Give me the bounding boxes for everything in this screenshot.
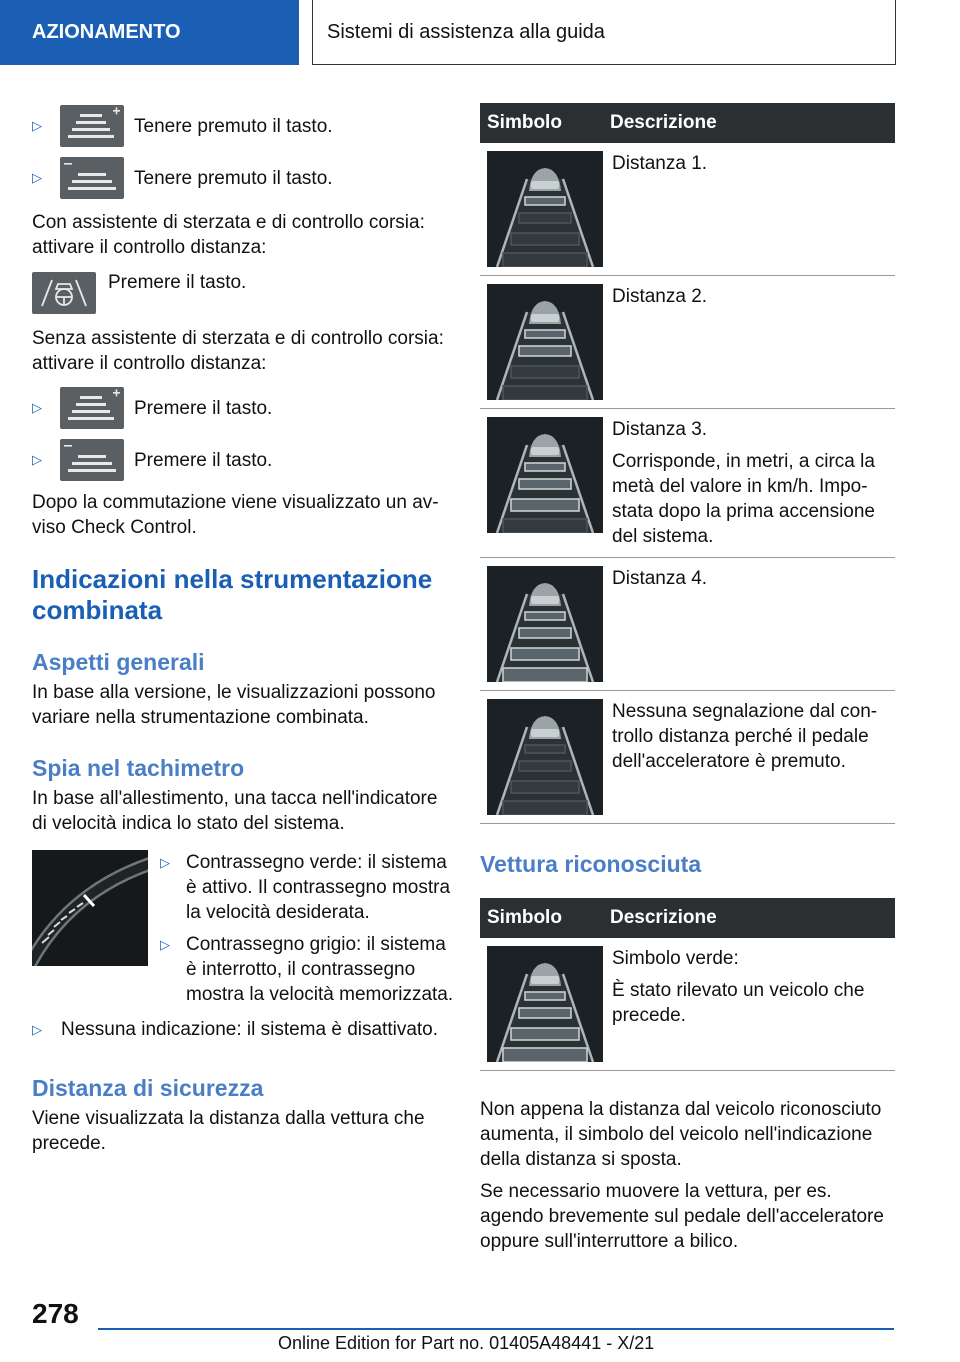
- speedometer-block: [32, 850, 454, 1007]
- list-item-text: Contrassegno grigio: il sistema è interrotto, il contrassegno mostra la velocità memorizzata.: [186, 934, 454, 1005]
- description-text: Distanza 4.: [612, 568, 708, 589]
- paragraph-with-assistant: Con assistente di sterzata e di controllo corsia: attivare il controllo distanza:: [32, 212, 425, 258]
- symbol-cell: [480, 558, 603, 691]
- lane-symbol-image: [487, 417, 603, 533]
- list-item-text: Contrassegno verde: il sistema è attivo. Il contrassegno mostra la velocità desiderata.: [186, 852, 451, 923]
- lane-symbol-image: [487, 566, 603, 682]
- table-row: [480, 691, 895, 824]
- description-text: Distanza 1.: [612, 153, 708, 174]
- step-text: Premere il tasto.: [108, 272, 247, 293]
- chapter-header: [312, 0, 896, 65]
- heading-vehicle-detected: Vettura riconosciuta: [480, 851, 702, 877]
- column-header-symbol: Simbolo: [480, 103, 603, 143]
- triangle-bullet-icon: ▷: [32, 452, 42, 467]
- paragraph-move-vehicle: Se necessario muovere la vettura, per es. agendo brevemente sul pedale dell'acceleratore oppure sull'interruttore a bilico.: [480, 1181, 884, 1252]
- symbol-cell: [480, 409, 603, 558]
- distance-lane-symbol: [487, 417, 603, 533]
- section-tab: [0, 0, 299, 65]
- section-heading: Indicazioni nella strumentazione combinata: [32, 564, 433, 625]
- lane-symbol-image: [487, 946, 603, 1062]
- distance-lane-symbol: [487, 699, 603, 815]
- distance-decrease-key-icon: [60, 439, 124, 481]
- paragraph-without-assistant: Senza assistente di sterzata e di controllo corsia: attivare il controllo distanza:: [32, 328, 444, 374]
- description-text: Nessuna segnalazione dal controllo distanza perché il pedale dell'acceleratore è premuto.: [612, 701, 878, 772]
- description-cell: [603, 143, 895, 276]
- right-column: [480, 103, 895, 1254]
- steering-assistant-key-icon: [32, 272, 96, 314]
- vehicle-table-body: [480, 938, 895, 1071]
- distance-increase-key-icon: [60, 105, 124, 147]
- triangle-bullet-icon: ▷: [32, 1022, 42, 1037]
- triangle-bullet-icon: ▷: [160, 937, 170, 952]
- paragraph-speedometer: In base all'allestimento, una tacca nell'indicatore di velocità indica lo stato del sistema.: [32, 788, 438, 834]
- footer-divider: [98, 1328, 894, 1330]
- table-header-row: [480, 898, 895, 938]
- edition-note: Online Edition for Part no. 01405A48441 - X/21: [278, 1333, 655, 1353]
- symbol-cell: [480, 691, 603, 824]
- triangle-bullet-icon: ▷: [32, 118, 42, 133]
- table-row: [480, 276, 895, 409]
- symbol-cell: [480, 143, 603, 276]
- table-row: [480, 409, 895, 558]
- description-cell: [603, 558, 895, 691]
- step-decrease-distance-2: [32, 434, 450, 486]
- page-number: 278: [32, 1298, 79, 1329]
- list-item: [32, 1017, 450, 1042]
- description-cell: [603, 691, 895, 824]
- left-column: [32, 100, 454, 1156]
- paragraph-general: In base alla versione, le visualizzazioni possono variare nella strumentazione combinata.: [32, 682, 436, 728]
- paragraph-after-switch: Dopo la commutazione viene visualizzato un avviso Check Control.: [32, 492, 439, 538]
- paragraph-safety-distance: Viene visualizzata la distanza dalla vettura che precede.: [32, 1108, 425, 1154]
- list-item: [160, 850, 456, 925]
- list-item: [160, 932, 456, 1007]
- description-cell: [603, 409, 895, 558]
- distance-lane-symbol: [487, 566, 603, 682]
- step-text: Premere il tasto.: [134, 397, 273, 419]
- step-lane-key: [32, 270, 450, 320]
- vehicle-symbol-table: [480, 898, 895, 1071]
- distance-symbol-table: [480, 103, 895, 824]
- table-header-row: [480, 103, 895, 143]
- triangle-bullet-icon: ▷: [32, 400, 42, 415]
- description-cell: [603, 938, 895, 1071]
- triangle-bullet-icon: ▷: [32, 170, 42, 185]
- paragraph-distance-moves: Non appena la distanza dal veicolo riconosciuto aumenta, il simbolo del veicolo nell'indicazione della distanza si sposta.: [480, 1099, 882, 1170]
- step-increase-distance: [32, 100, 450, 152]
- step-decrease-distance: [32, 152, 450, 204]
- description-text: Distanza 3.: [612, 419, 708, 440]
- step-text: Tenere premuto il tasto.: [134, 167, 333, 189]
- lane-symbol-image: [487, 699, 603, 815]
- speedometer-image: [32, 850, 148, 966]
- column-header-description: Descrizione: [603, 898, 895, 938]
- description-text: È stato rilevato un veicolo che precede.: [612, 980, 865, 1026]
- step-increase-distance-2: [32, 382, 450, 434]
- distance-lane-symbol: [487, 284, 603, 400]
- lane-symbol-image: [487, 151, 603, 267]
- heading-speedometer: Spia nel tachimetro: [32, 755, 245, 781]
- chapter-title: Sistemi di assistenza alla guida: [327, 20, 605, 43]
- step-text: Premere il tasto.: [134, 449, 273, 471]
- table-row: [480, 558, 895, 691]
- distance-table-body: [480, 143, 895, 824]
- symbol-cell: [480, 276, 603, 409]
- list-item-text: Nessuna indicazione: il sistema è disattivato.: [61, 1019, 439, 1040]
- symbol-cell: [480, 938, 603, 1071]
- column-header-symbol: Simbolo: [480, 898, 603, 938]
- column-header-description: Descrizione: [603, 103, 895, 143]
- description-text: Simbolo verde:: [612, 948, 739, 969]
- table-row: [480, 143, 895, 276]
- section-title: AZIONAMENTO: [32, 21, 181, 43]
- distance-decrease-key-icon: [60, 157, 124, 199]
- distance-lane-symbol: [487, 946, 603, 1062]
- heading-safety-distance: Distanza di sicurezza: [32, 1075, 264, 1101]
- description-cell: [603, 276, 895, 409]
- table-row: [480, 938, 895, 1071]
- description-text: Corrisponde, in metri, a circa la metà del valore in km/h. Impostata dopo la prima accensione del sistema.: [612, 451, 875, 547]
- distance-lane-symbol: [487, 151, 603, 267]
- triangle-bullet-icon: ▷: [160, 855, 170, 870]
- step-text: Tenere premuto il tasto.: [134, 115, 333, 137]
- distance-increase-key-icon: [60, 387, 124, 429]
- heading-general: Aspetti generali: [32, 649, 205, 675]
- lane-symbol-image: [487, 284, 603, 400]
- speedometer-list: [160, 850, 456, 1007]
- description-text: Distanza 2.: [612, 286, 708, 307]
